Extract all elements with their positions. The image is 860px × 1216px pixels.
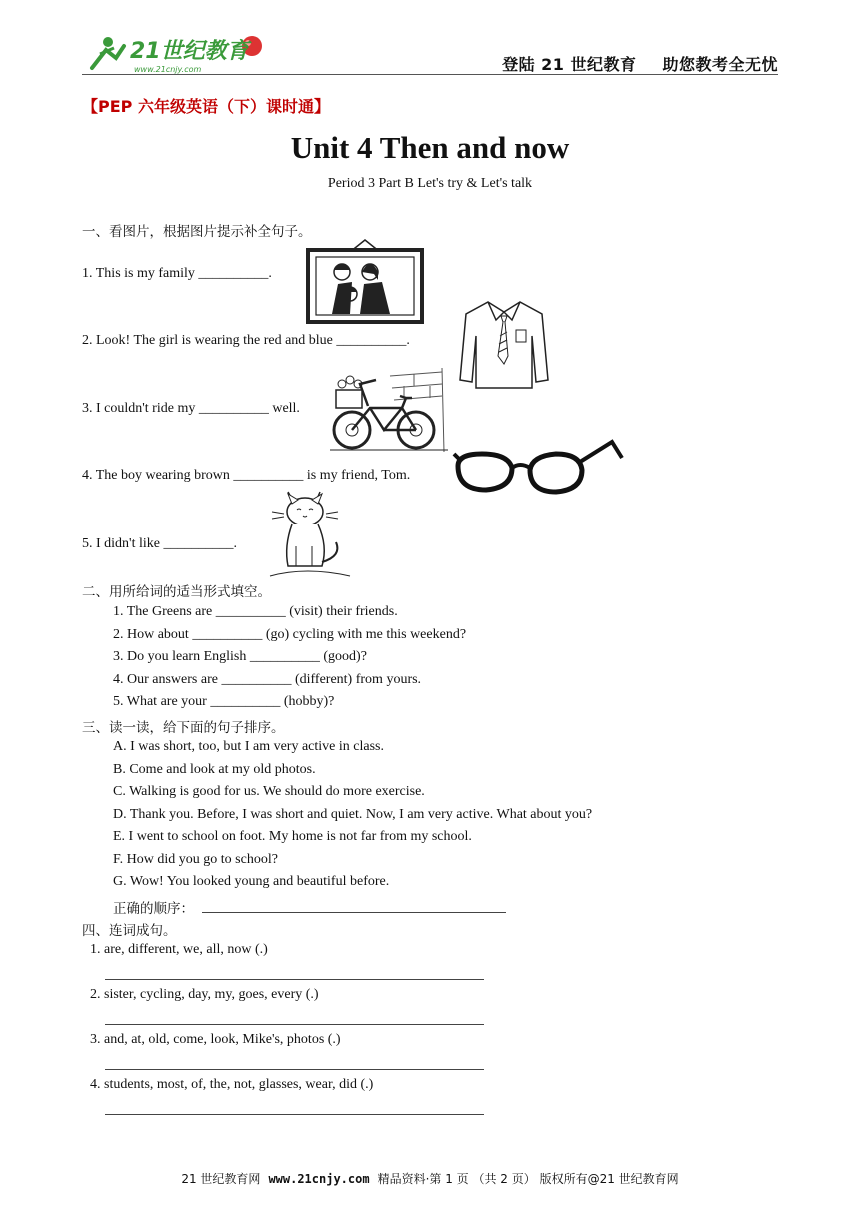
section2-item-1: 1. The Greens are __________ (visit) their friends. [113, 604, 398, 619]
section1-item-2: 2. Look! The girl is wearing the red and blue __________. [82, 333, 410, 348]
footer-site-link[interactable]: www.21cnjy.com [268, 1172, 370, 1186]
header-tagline [502, 52, 778, 75]
section3-item-a: A. I was short, too, but I am very active in class. [113, 739, 384, 754]
section3-item-c: C. Walking is good for us. We should do more exercise. [113, 784, 425, 799]
page-subtitle: Period 3 Part B Let's try & Let's talk [327, 176, 533, 191]
section4-answer-line-3[interactable] [105, 1069, 484, 1070]
svg-text:www.21cnjy.com: www.21cnjy.com [134, 65, 202, 74]
section2-heading: 二、用所给词的适当形式填空。 [82, 584, 271, 600]
bicycle-picture [330, 368, 448, 454]
section1-item-5: 5. I didn't like __________. [82, 536, 237, 551]
section3-item-b: B. Come and look at my old photos. [113, 762, 316, 777]
section4-answer-line-2[interactable] [105, 1024, 484, 1025]
order-answer-line[interactable] [202, 912, 506, 913]
section3-item-e: E. I went to school on foot. My home is not far from my school. [113, 829, 472, 844]
header-login: 登陆 21 世纪教育 [502, 55, 637, 74]
section3-heading: 三、读一读，给下面的句子排序。 [82, 720, 285, 736]
section3-item-f: F. How did you go to school? [113, 852, 278, 867]
cat-picture [266, 486, 352, 578]
svg-text:21世纪教育: 21世纪教育 [130, 39, 249, 64]
section3-item-d: D. Thank you. Before, I was short and quiet. Now, I am very active. What about you? [113, 807, 593, 822]
section1-item-3: 3. I couldn't ride my __________ well. [82, 401, 300, 416]
footer-right: 精品资料·第 1 页 （共 2 页） 版权所有@21 世纪教育网 [377, 1172, 679, 1186]
site-logo [86, 28, 266, 76]
family-photo-picture [306, 238, 424, 324]
section1-heading: 一、看图片，根据图片提示补全句子。 [82, 224, 312, 240]
section1-item-1: 1. This is my family __________. [82, 266, 272, 281]
section3-item-g: G. Wow! You looked young and beautiful before. [113, 874, 390, 889]
section4-item-4: 4. students, most, of, the, not, glasses, wear, did (.) [90, 1077, 374, 1092]
section3-order-label: 正确的顺序： [113, 901, 194, 917]
page-footer [0, 1170, 860, 1187]
section1-item-4: 4. The boy wearing brown __________ is my friend, Tom. [82, 468, 411, 483]
glasses-picture [452, 436, 624, 502]
header-slogan: 助您教考全无忧 [662, 55, 778, 74]
section4-item-2: 2. sister, cycling, day, my, goes, every (.) [90, 987, 319, 1002]
section4-heading: 四、连词成句。 [82, 923, 177, 939]
section4-answer-line-1[interactable] [105, 979, 484, 980]
footer-left: 21 世纪教育网 [181, 1172, 261, 1186]
section2-item-2: 2. How about __________ (go) cycling with me this weekend? [113, 627, 467, 642]
section4-answer-line-4[interactable] [105, 1114, 484, 1115]
page-title: Unit 4 Then and now [290, 130, 570, 165]
section2-item-4: 4. Our answers are __________ (different) from yours. [113, 672, 422, 687]
series-label: 【PEP 六年级英语（下）课时通】 [82, 97, 330, 116]
header-divider [82, 74, 778, 75]
section4-item-3: 3. and, at, old, come, look, Mike's, photos (.) [90, 1032, 341, 1047]
section4-item-1: 1. are, different, we, all, now (.) [90, 942, 268, 957]
section2-item-5: 5. What are your __________ (hobby)? [113, 694, 335, 709]
section2-item-3: 3. Do you learn English __________ (good)? [113, 649, 367, 664]
shirt-picture [458, 296, 550, 392]
